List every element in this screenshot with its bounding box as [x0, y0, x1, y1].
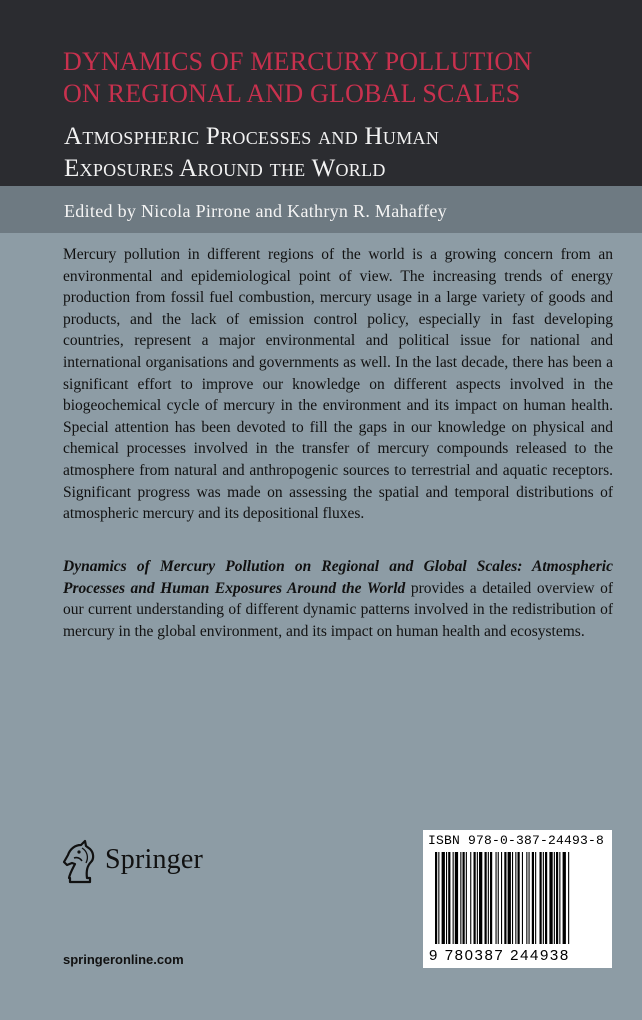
editors-line: Edited by Nicola Pirrone and Kathryn R. Mahaffey	[64, 201, 447, 221]
description-paragraph-2-text: provides a detailed overview of our current understanding of different dynamic patterns involved in the redistribution of mercury in the global environment, and its impact on human health and ecosystems.	[63, 579, 613, 640]
barcode-bar	[496, 852, 497, 944]
barcode-bar	[470, 852, 471, 944]
book-title-reference: Dynamics of Mercury Pollution on Regional and Global Scales: Atmospheric Processes and Human Exposures Around the World	[63, 558, 613, 597]
barcode-bar	[485, 852, 487, 944]
barcode-bar	[460, 852, 461, 944]
barcode-bar	[535, 852, 536, 944]
barcode-bar	[526, 852, 527, 944]
springer-logo	[60, 838, 240, 888]
book-title	[63, 46, 623, 110]
barcode-bar	[442, 852, 445, 944]
title-line-2: ON REGIONAL AND GLOBAL SCALES	[63, 79, 521, 108]
publisher-name: Springer	[105, 844, 204, 875]
barcode-bar	[435, 852, 437, 944]
barcode-bar	[518, 852, 520, 944]
barcode-bar	[532, 852, 534, 944]
title-line-1: DYNAMICS OF MERCURY POLLUTION	[63, 47, 533, 76]
barcode-bar	[463, 852, 465, 944]
barcode-bar	[479, 852, 482, 944]
barcode-bar	[474, 852, 476, 944]
barcode-bar	[508, 852, 511, 944]
publisher-website: springeronline.com	[63, 952, 184, 967]
barcode-bar	[529, 852, 530, 944]
subtitle-line-1: Atmospheric Processes and Human	[64, 123, 440, 150]
barcode-bar	[477, 852, 478, 944]
barcode-bar	[455, 852, 458, 944]
book-subtitle	[64, 121, 624, 185]
barcode-bars	[423, 852, 612, 948]
barcode-bar	[556, 852, 558, 944]
barcode-bar	[488, 852, 489, 944]
barcode-bar	[466, 852, 467, 944]
barcode-bar	[545, 852, 547, 944]
barcode-bar	[543, 852, 544, 944]
barcode-bar	[504, 852, 506, 944]
barcode-bar	[559, 852, 560, 944]
barcode-box	[423, 830, 612, 968]
barcode-bar	[549, 852, 552, 944]
description-paragraph-1: Mercury pollution in different regions of the world is a growing concern from an environmental and epidemiological point of view. The increasing trends of energy production from fossil fuel combustion, mercury usage in a large variety of goods and products, and the lack of emission control policy, especially in fast developing countries, represent a major environmental and political issue for national and international organisations and governments as well. In the last decade, there has been a significant effort to improve our knowledge on different aspects involved in the biogeochemical cycle of mercury in the environment and its impact on human health. Special attention has been devoted to fill the gaps in our knowledge on physical and chemical processes involved in the transfer of mercury compounds released to the atmosphere from natural and anthropogenic sources to terrestrial and aquatic receptors. Significant progress was made on assessing the spatial and temporal distributions of atmospheric mercury and its depositional fluxes.	[63, 246, 613, 523]
chess-knight-icon	[60, 838, 100, 886]
barcode-bar	[453, 852, 454, 944]
barcode-bar	[438, 852, 439, 944]
barcode-bar	[446, 852, 447, 944]
description-paragraph-2	[63, 556, 613, 642]
barcode-bar	[563, 852, 566, 944]
barcode-number: 9 780387 244938	[429, 947, 570, 964]
barcode-bar	[568, 852, 569, 944]
barcode-bar	[448, 852, 450, 944]
barcode-bar	[498, 852, 499, 944]
barcode-bar	[540, 852, 542, 944]
isbn-label: ISBN 978-0-387-24493-8	[428, 833, 605, 848]
barcode-bar	[512, 852, 513, 944]
barcode-bar	[515, 852, 516, 944]
barcode-bar	[490, 852, 492, 944]
barcode-bar	[522, 852, 523, 944]
barcode-bar	[501, 852, 502, 944]
barcode-bar	[554, 852, 555, 944]
subtitle-line-2: Exposures Around the World	[64, 155, 386, 182]
